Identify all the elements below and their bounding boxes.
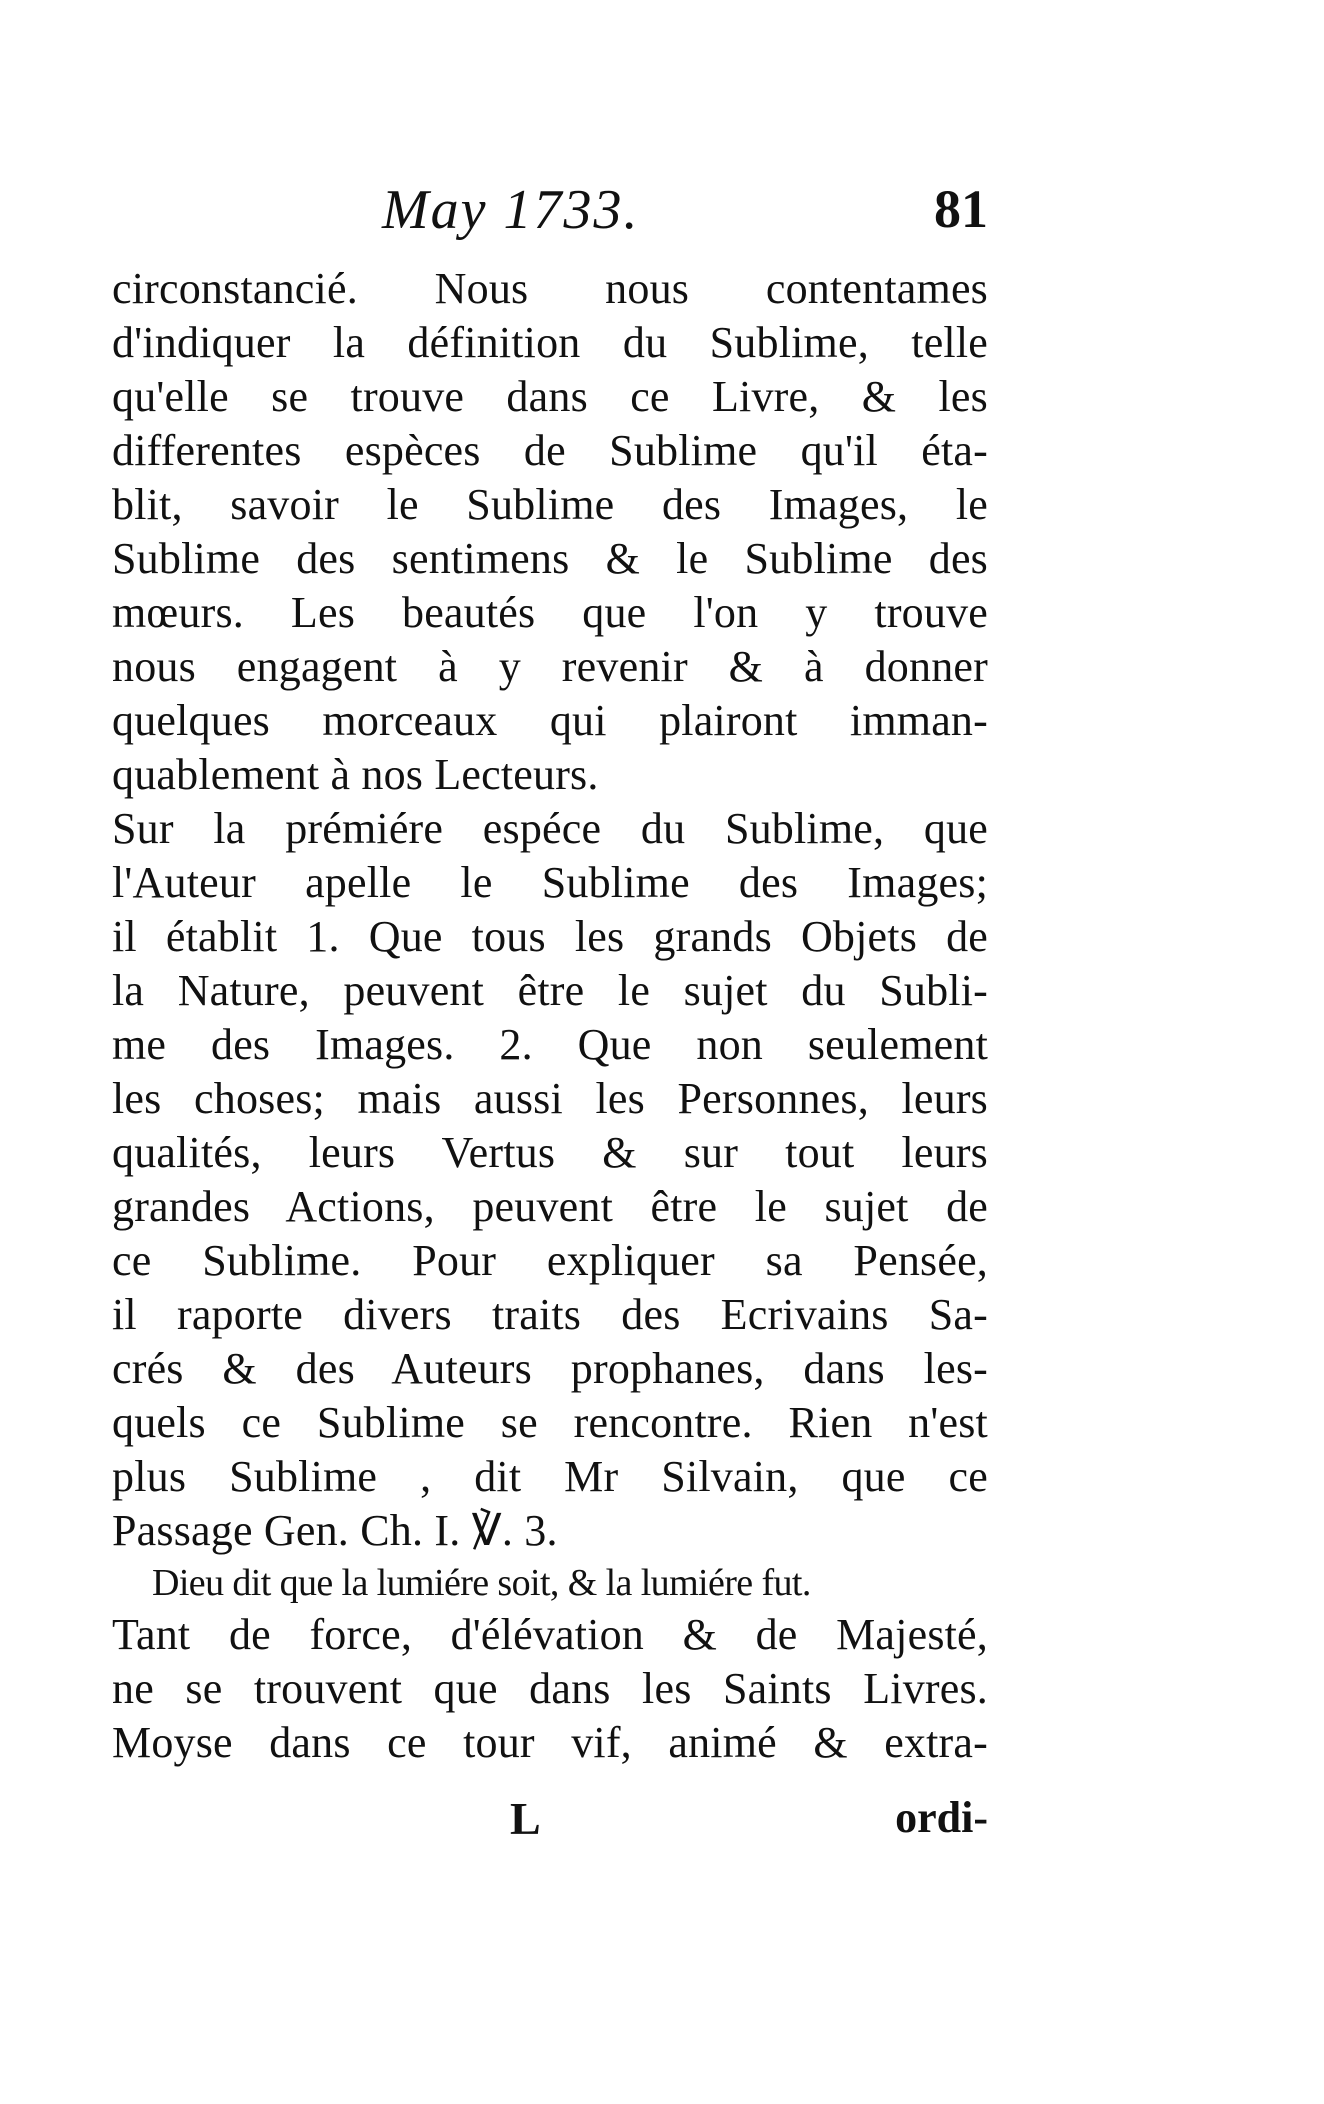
text-line: nous engagent à y revenir & à donner — [112, 642, 988, 691]
text-line: grandes Actions, peuvent être le sujet de — [112, 1182, 988, 1231]
running-head: May 1733. — [382, 179, 640, 241]
text-line: blit, savoir le Sublime des Images, le — [112, 480, 988, 529]
body-text — [112, 262, 988, 1770]
text-line: qualités, leurs Vertus & sur tout leurs — [112, 1128, 988, 1177]
text-line: Tant de force, d'élévation & de Majesté, — [112, 1610, 988, 1659]
text-line: Passage Gen. Ch. I. ℣. 3. — [112, 1506, 558, 1555]
page-number: 81 — [934, 179, 988, 239]
text-line: ce Sublime. Pour expliquer sa Pensée, — [112, 1236, 988, 1285]
text-line: crés & des Auteurs prophanes, dans les- — [112, 1344, 988, 1393]
text-line: me des Images. 2. Que non seulement — [112, 1020, 988, 1069]
text-line: qu'elle se trouve dans ce Livre, & les — [112, 372, 988, 421]
quotation-line: Dieu dit que la lumiére soit, & la lumiére fut. — [152, 1562, 811, 1604]
page-footer — [112, 1792, 988, 1856]
text-line: Sur la prémiére espéce du Sublime, que — [112, 804, 988, 853]
text-line: quels ce Sublime se rencontre. Rien n'est — [112, 1398, 988, 1447]
text-line: les choses; mais aussi les Personnes, leurs — [112, 1074, 988, 1123]
page-header — [112, 178, 988, 248]
text-line: la Nature, peuvent être le sujet du Subli- — [112, 966, 988, 1015]
text-line: Sublime des sentimens & le Sublime des — [112, 534, 988, 583]
text-line: il raporte divers traits des Ecrivains Sa- — [112, 1290, 988, 1339]
text-line: quelques morceaux qui plairont imman- — [112, 696, 988, 745]
text-line: il établit 1. Que tous les grands Objets de — [112, 912, 988, 961]
catchword: ordi- — [895, 1793, 988, 1842]
text-line: circonstancié. Nous nous contentames — [112, 264, 988, 313]
text-line: l'Auteur apelle le Sublime des Images; — [112, 858, 988, 907]
text-line: quablement à nos Lecteurs. — [112, 750, 599, 799]
text-line: ne se trouvent que dans les Saints Livres. — [112, 1664, 988, 1713]
signature-mark: L — [510, 1793, 541, 1844]
text-line: d'indiquer la définition du Sublime, telle — [112, 318, 988, 367]
text-line: mœurs. Les beautés que l'on y trouve — [112, 588, 988, 637]
text-line: plus Sublime , dit Mr Silvain, que ce — [112, 1452, 988, 1501]
text-line: differentes espèces de Sublime qu'il éta- — [112, 426, 988, 475]
text-line: Moyse dans ce tour vif, animé & extra- — [112, 1718, 988, 1767]
